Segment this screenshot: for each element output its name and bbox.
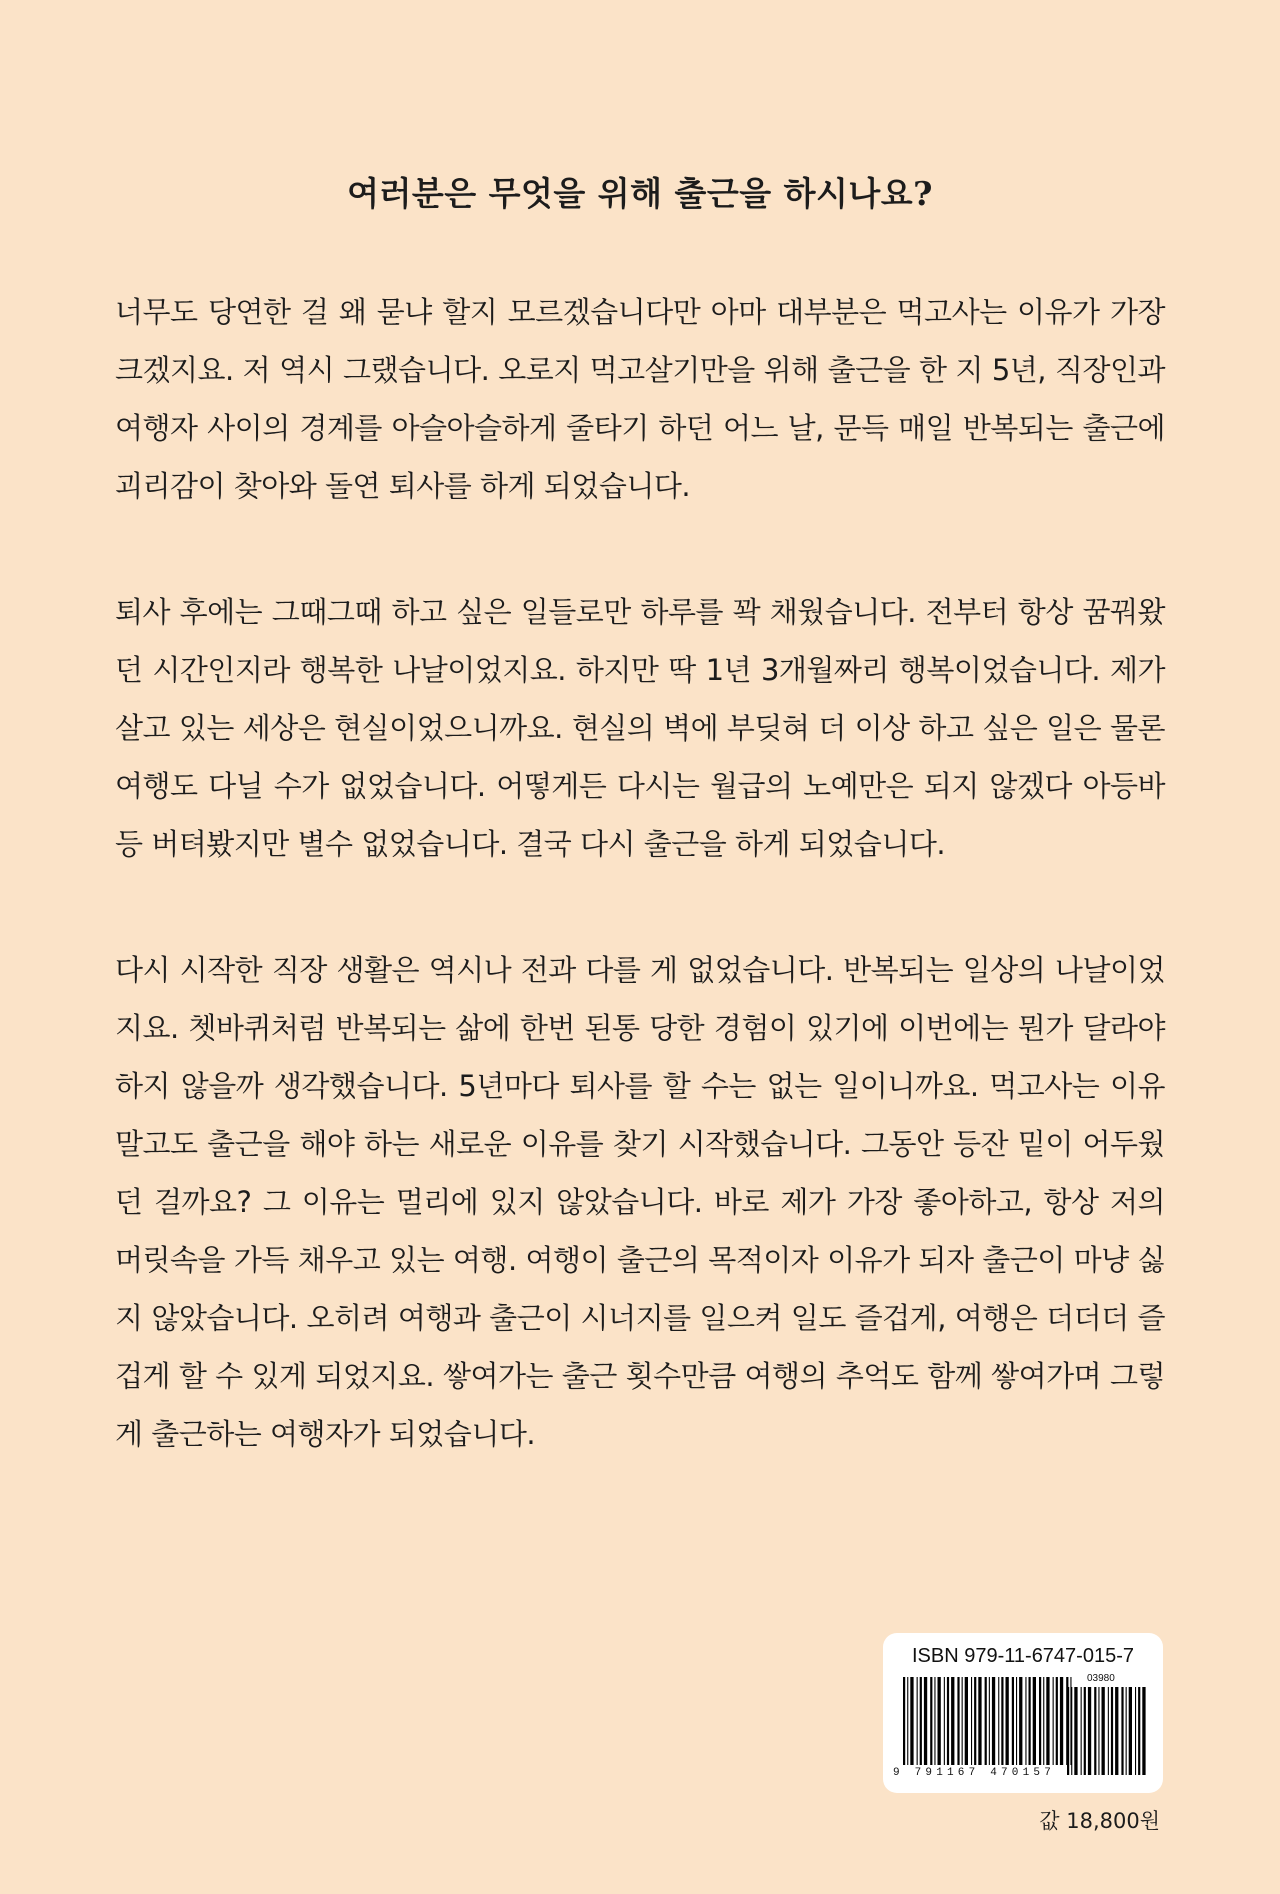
barcode-bar (998, 1677, 999, 1765)
barcode-digits: 9 791167 470157 (893, 1767, 1056, 1779)
barcode-bar (1121, 1687, 1123, 1775)
barcode-bar (957, 1677, 959, 1765)
barcode-bar (1039, 1677, 1041, 1765)
barcode-bar (1108, 1687, 1109, 1775)
barcode-bar (947, 1677, 949, 1765)
barcode-bar (1115, 1687, 1118, 1775)
barcode-bar (1088, 1687, 1091, 1775)
barcode-bar (1111, 1687, 1113, 1775)
barcode-bar (1033, 1677, 1036, 1765)
barcode-bar (974, 1677, 976, 1765)
barcode-bar (1056, 1677, 1058, 1765)
isbn-barcode-box (883, 1633, 1163, 1793)
barcode-bar (1016, 1677, 1017, 1765)
barcode-bar (962, 1677, 963, 1765)
barcode-bar (1074, 1687, 1077, 1775)
isbn-label: ISBN 979-11-6747-015-7 (912, 1645, 1134, 1667)
barcode-bar (1142, 1687, 1145, 1775)
barcode-bar (1129, 1687, 1132, 1775)
barcode-bar (951, 1677, 954, 1765)
heading-question: 여러분은 무엇을 위해 출근을 하시나요? (347, 174, 933, 213)
barcode-bar (1084, 1687, 1086, 1775)
barcode-bar (1025, 1677, 1026, 1765)
barcode-bar (1071, 1687, 1072, 1775)
barcode-bar (1135, 1687, 1136, 1775)
barcode-bar (1126, 1687, 1127, 1775)
barcode-bar (1043, 1677, 1044, 1765)
barcode-main-bars (903, 1677, 1073, 1765)
barcode-bar (903, 1677, 905, 1765)
price-label: 값 18,800원 (1039, 1809, 1160, 1833)
barcode-bar (1029, 1677, 1031, 1765)
paragraph-1: 너무도 당연한 걸 왜 묻냐 할지 모르겠습니다만 아마 대부분은 먹고사는 이유가 가장 크겠지요. 저 역시 그랬습니다. 오로지 먹고살기만을 위해 출근을 한 지 5년, 직장인과 여행자 사이의 경계를 아슬아슬하게 줄타기 하던 어느 날, 문득 매일 반복되는 출근에 괴리감이 찾아와 돌연 퇴사를 하게 되었습니다. (115, 295, 1165, 503)
barcode-bar (907, 1677, 908, 1765)
barcode-bar (1138, 1687, 1140, 1775)
barcode-bar (1019, 1677, 1022, 1765)
barcode-bar (930, 1677, 932, 1765)
barcode-bar (989, 1677, 990, 1765)
barcode-bar (1012, 1677, 1014, 1765)
paragraph-2: 퇴사 후에는 그때그때 하고 싶은 일들로만 하루를 꽉 채웠습니다. 전부터 항상 꿈꿔왔던 시간인지라 행복한 나날이었지요. 하지만 딱 1년 3개월짜리 행복이었습니다. 제가 살고 있는 세상은 현실이었으니까요. 현실의 벽에 부딪혀 더 이상 하고 싶은 일은 물론 여행도 다닐 수가 없었습니다. 어떻게든 다시는 월급의 노예만은 되지 않겠다 아등바등 버텨봤지만 별수 없었습니다. 결국 다시 출근을 하게 되었습니다. (115, 595, 1165, 861)
barcode-bar (1053, 1677, 1054, 1765)
barcode-bar (920, 1677, 922, 1765)
barcode-addon-code: 03980 (1087, 1673, 1115, 1684)
barcode-bar (1001, 1677, 1003, 1765)
body-text (115, 283, 1165, 1531)
barcode-bar (1046, 1677, 1049, 1765)
barcode-bar (934, 1677, 935, 1765)
barcode-bar (1094, 1687, 1096, 1775)
barcode-bar (1006, 1677, 1009, 1765)
paragraph-3: 다시 시작한 직장 생활은 역시나 전과 다를 게 없었습니다. 반복되는 일상의 나날이었지요. 쳇바퀴처럼 반복되는 삶에 한번 된통 당한 경험이 있기에 이번에는 뭔가 달라야 하지 않을까 생각했습니다. 5년마다 퇴사를 할 수는 없는 일이니까요. 먹고사는 이유 말고도 출근을 해야 하는 새로운 이유를 찾기 시작했습니다. 그동안 등잔 밑이 어두웠던 걸까요? 그 이유는 멀리에 있지 않았습니다. 바로 제가 가장 좋아하고, 항상 저의 머릿속을 가득 채우고 있는 여행. 여행이 출근의 목적이자 이유가 되자 출근이 마냥 싫지 않았습니다. 오히려 여행과 출근이 시너지를 일으켜 일도 즐겁게, 여행은 더더더 즐겁게 할 수 있게 되었지요. 쌓여가는 출근 횟수만큼 여행의 추억도 함께 쌓여가며 그렇게 출근하는 여행자가 되었습니다. (115, 953, 1165, 1451)
barcode-bar (910, 1677, 913, 1765)
barcode-bar (978, 1677, 981, 1765)
barcode-bar (924, 1677, 927, 1765)
barcode-bar (1067, 1687, 1069, 1775)
barcode-bar (917, 1677, 918, 1765)
barcode-bar (1060, 1677, 1063, 1765)
barcode-bar (985, 1677, 987, 1765)
barcode-bar (944, 1677, 945, 1765)
barcode-bar (965, 1677, 968, 1765)
barcode-bar (992, 1677, 995, 1765)
barcode-bar (1098, 1687, 1099, 1775)
barcode-bar (938, 1677, 941, 1765)
barcode-addon-bars (1067, 1687, 1147, 1775)
barcode-bar (971, 1677, 972, 1765)
barcode-bar (1102, 1687, 1105, 1775)
barcode-bar (1081, 1687, 1082, 1775)
